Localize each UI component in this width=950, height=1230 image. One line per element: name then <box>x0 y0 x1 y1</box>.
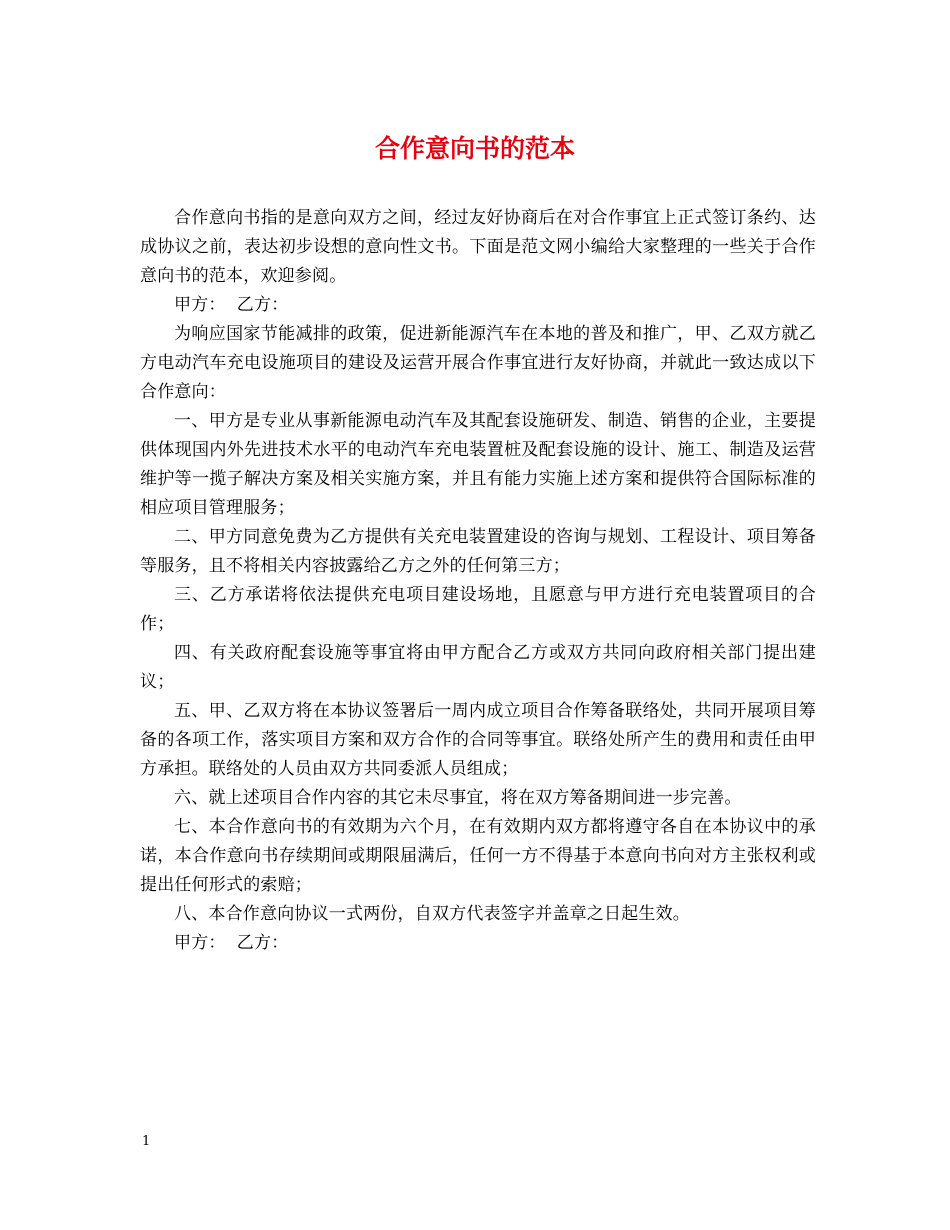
paragraph-clause-5: 五、甲、乙双方将在本协议签署后一周内成立项目合作筹备联络处，共同开展项目筹备的各项工作，落实项目方案和双方合作的合同等事宜。联络处所产生的费用和责任由甲方承担。联络处的人员由双方共同委派人员组成； <box>140 701 816 779</box>
paragraph-clause-1: 一、甲方是专业从事新能源电动汽车及其配套设施研发、制造、销售的企业，主要提供体现国内外先进技术水平的电动汽车充电装置桩及配套设施的设计、施工、制造及运营维护等一揽子解决方案及相关实施方案，并且有能力实施上述方案和提供符合国际标准的相应项目管理服务； <box>140 411 816 518</box>
paragraph-clause-8: 八、本合作意向协议一式两份，自双方代表签字并盖章之日起生效。 <box>174 904 690 924</box>
paragraph-purpose: 为响应国家节能减排的政策，促进新能源汽车在本地的普及和推广，甲、乙双方就乙方电动汽车充电设施项目的建设及运营开展合作事宜进行友好协商，并就此一致达成以下合作意向： <box>140 324 816 402</box>
document-title: 合作意向书的范本 <box>374 134 575 163</box>
paragraph-parties-bottom: 甲方： 乙方： <box>174 933 289 953</box>
paragraph-clause-6: 六、就上述项目合作内容的其它未尽事宜，将在双方筹备期间进一步完善。 <box>174 788 742 808</box>
document-body <box>140 204 816 958</box>
paragraph-clause-7: 七、本合作意向书的有效期为六个月，在有效期内双方都将遵守各自在本协议中的承诺，本合作意向书存续期间或期限届满后，任何一方不得基于本意向书向对方主张权利或提出任何形式的索赔； <box>140 817 816 895</box>
paragraph-clause-2: 二、甲方同意免费为乙方提供有关充电装置建设的咨询与规划、工程设计、项目筹备等服务，且不将相关内容披露给乙方之外的任何第三方； <box>140 527 816 576</box>
page-number: 1 <box>142 1134 151 1149</box>
paragraph-clause-4: 四、有关政府配套设施等事宜将由甲方配合乙方或双方共同向政府相关部门提出建议； <box>140 643 816 692</box>
paragraph-intro: 合作意向书指的是意向双方之间，经过友好协商后在对合作事宜上正式签订条约、达成协议之前，表达初步设想的意向性文书。下面是范文网小编给大家整理的一些关于合作意向书的范本，欢迎参阅。 <box>140 208 816 286</box>
paragraph-parties-top: 甲方： 乙方： <box>174 295 289 315</box>
paragraph-clause-3: 三、乙方承诺将依法提供充电项目建设场地，且愿意与甲方进行充电装置项目的合作； <box>140 585 816 634</box>
